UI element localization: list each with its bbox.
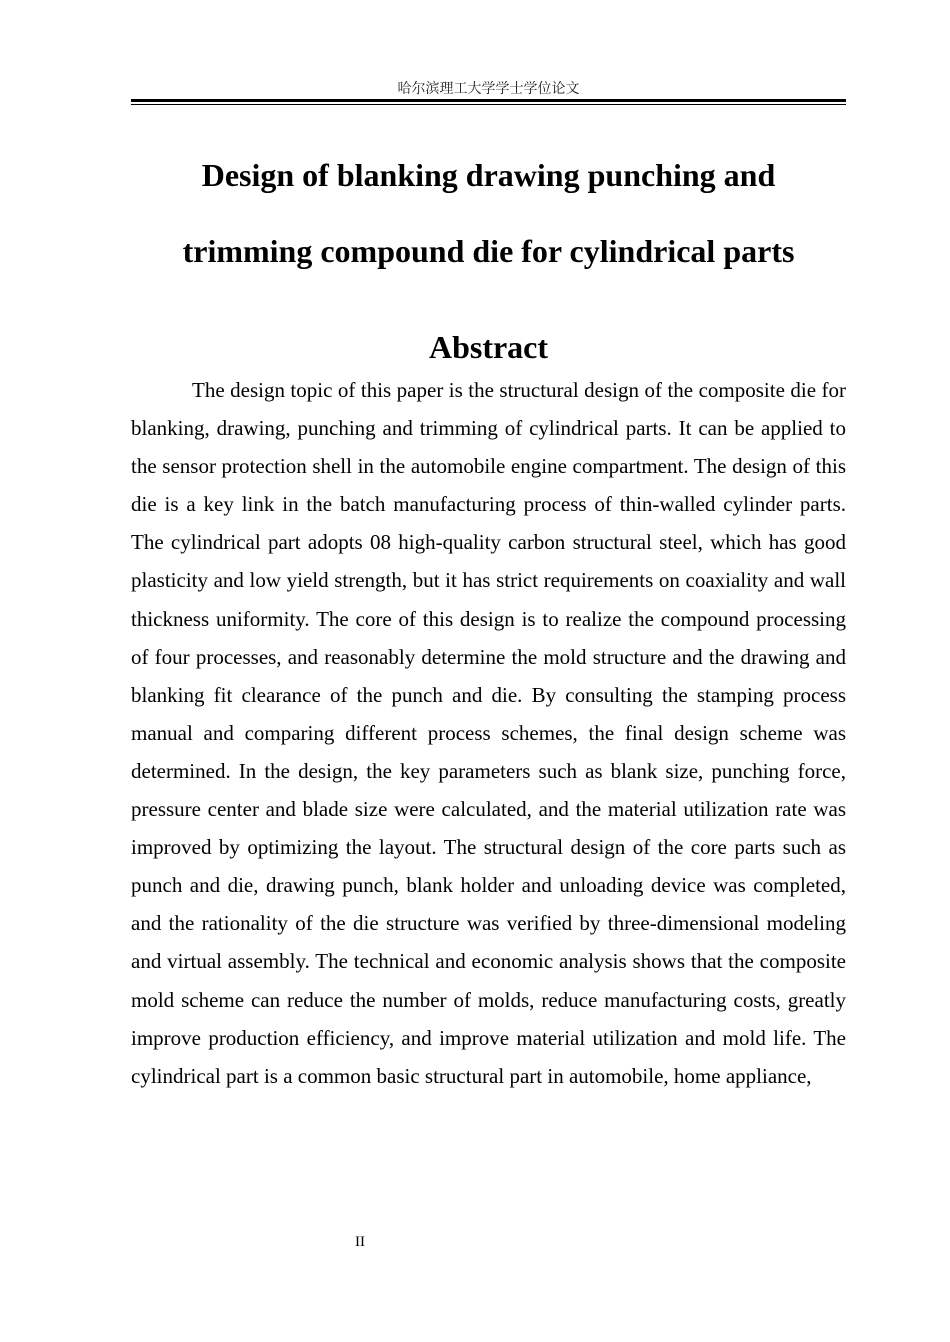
header-rule-thick [131, 99, 846, 102]
running-header: 哈尔滨理工大学学士学位论文 [397, 81, 580, 97]
thesis-title-line-2: trimming compound die for cylindrical parts [182, 233, 795, 269]
abstract-heading: Abstract [428, 329, 549, 365]
abstract-body: The design topic of this paper is the structural design of the composite die for blanking, drawing, punching and trimming of cylindrical parts. It can be applied to the sensor protection shell in the automobile engine compartment. The design of this die is a key link in the batch manufacturing process of thin-walled cylinder parts. The cylindrical part adopts 08 high-quality carbon structural steel, which has good plasticity and low yield strength, but it has strict requirements on coaxiality and wall thickness uniformity. The core of this design is to realize the compound processing of four processes, and reasonably determine the mold structure and the drawing and blanking fit clearance of the punch and die. By consulting the stamping process manual and comparing different process schemes, the final design scheme was determined. In the design, the key parameters such as blank size, punching force, pressure center and blade size were calculated, and the material utilization rate was improved by optimizing the layout. The structural design of the core parts such as punch and die, drawing punch, blank holder and unloading device was completed, and the rationality of the die structure was verified by three-dimensional modeling and virtual assembly. The technical and economic analysis shows that the composite mold scheme can reduce the number of molds, reduce manufacturing costs, greatly improve production efficiency, and improve material utilization and mold life. The cylindrical part is a common basic structural part in automobile, home appliance, [131, 378, 846, 1088]
thesis-title [131, 137, 846, 289]
thesis-title-line-1: Design of blanking drawing punching and [201, 157, 776, 193]
page-number: II [355, 1234, 365, 1250]
header-rule-thin [131, 104, 846, 105]
